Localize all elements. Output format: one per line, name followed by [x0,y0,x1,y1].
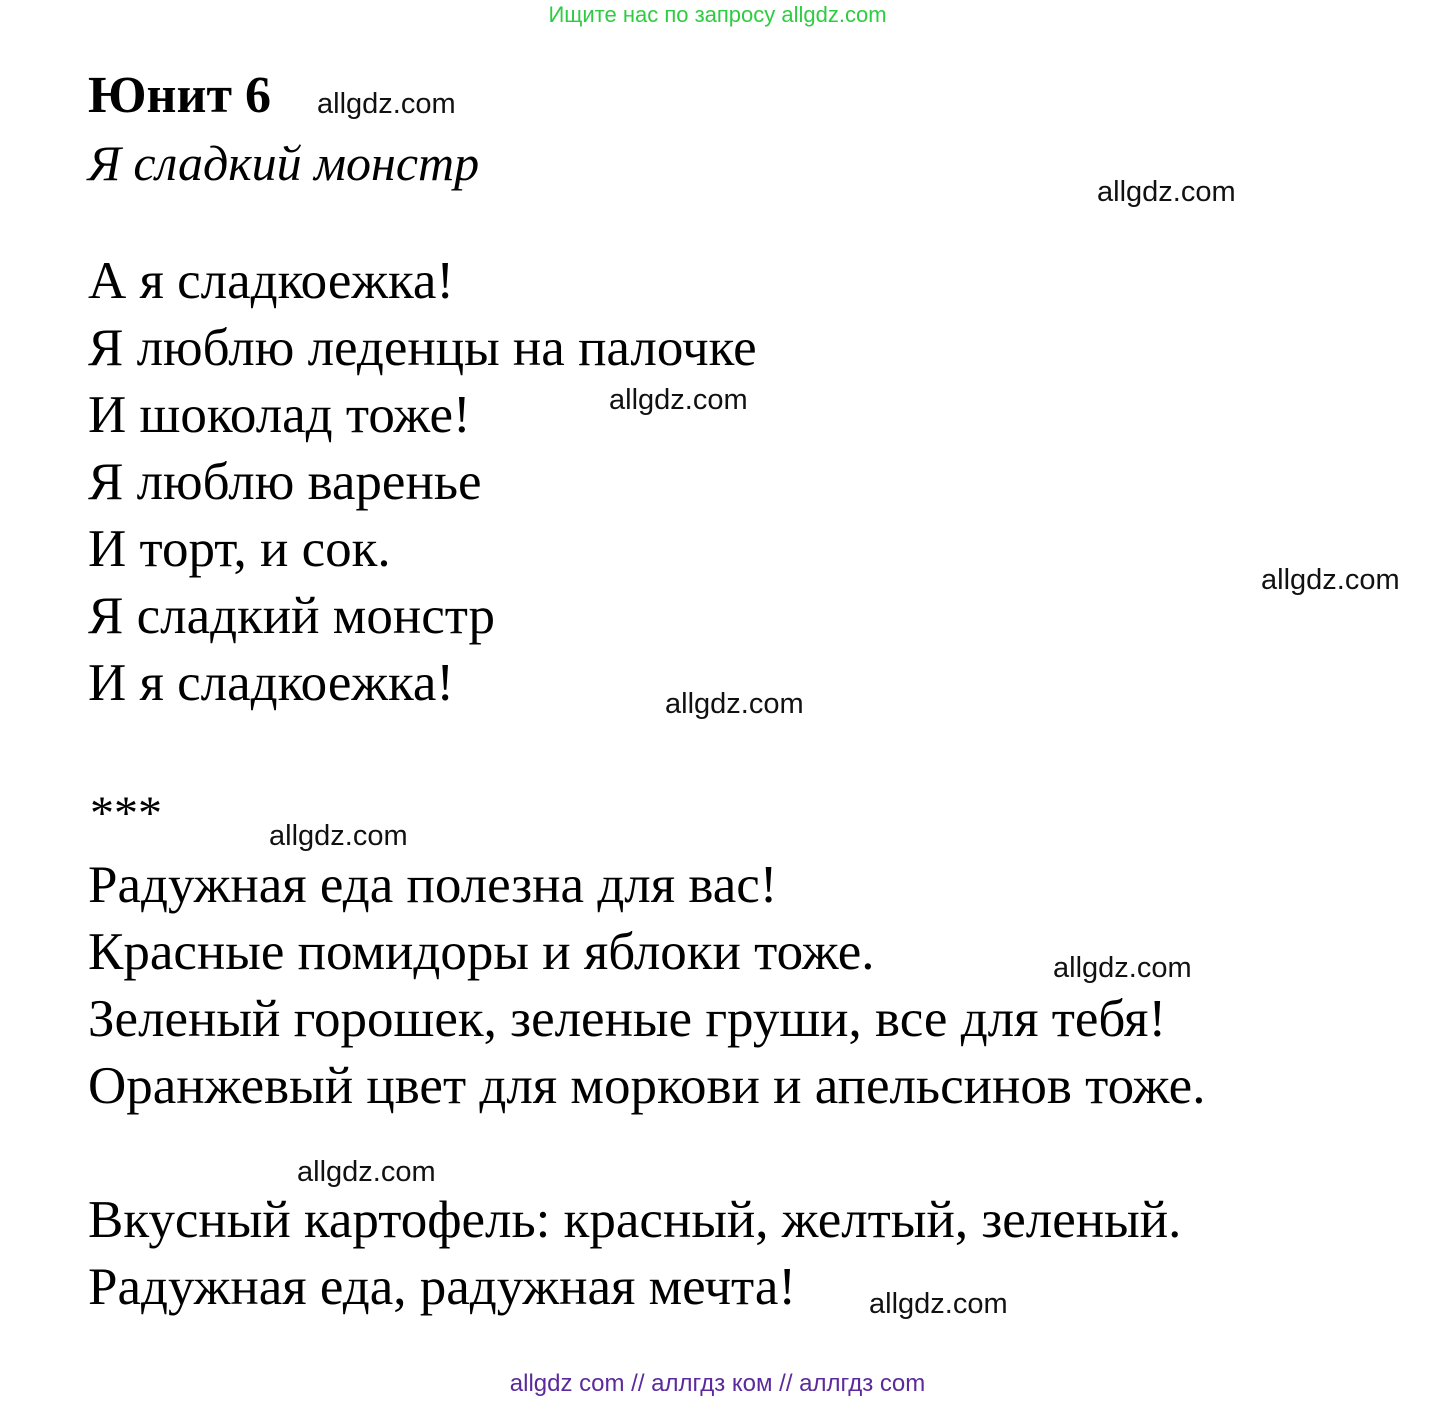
poem-line: И шоколад тоже! [88,386,471,444]
watermark: allgdz.com [1053,952,1192,984]
watermark: allgdz.com [317,88,456,120]
poem-line: И торт, и сок. [88,520,391,578]
poem-block-1 [88,248,757,717]
watermark: allgdz.com [297,1156,436,1188]
poem-block-3 [88,1187,1181,1321]
watermark: allgdz.com [1097,176,1236,208]
poem-line: Радужная еда полезна для вас! [88,856,778,914]
watermark: allgdz.com [269,820,408,852]
watermark: allgdz.com [869,1288,1008,1320]
watermark: allgdz.com [609,384,748,416]
poem-line: Оранжевый цвет для моркови и апельсинов тоже. [88,1057,1206,1115]
watermark: allgdz.com [665,688,804,720]
poem-block-2 [88,852,1205,1120]
top-banner: Ищите нас по запросу allgdz.com [548,2,887,27]
unit-title: Юнит 6 [88,67,272,124]
watermark: allgdz.com [1261,564,1400,596]
section-separator: *** [90,787,162,840]
unit-subtitle: Я сладкий монстр [88,135,480,191]
poem-line: Зеленый горошек, зеленые груши, все для тебя! [88,990,1167,1048]
poem-line: А я сладкоежка! [88,252,455,310]
poem-line: Я люблю леденцы на палочке [88,319,757,377]
poem-line: Вкусный картофель: красный, желтый, зеленый. [88,1191,1182,1249]
poem-line: Радужная еда, радужная мечта! [88,1258,797,1316]
footer-links: allgdz com // аллгдз ком // аллгдз com [509,1370,926,1397]
poem-line: Я сладкий монстр [88,587,496,645]
poem-line: Я люблю варенье [88,453,482,511]
poem-line: Красные помидоры и яблоки тоже. [88,923,875,981]
poem-line: И я сладкоежка! [88,654,455,712]
